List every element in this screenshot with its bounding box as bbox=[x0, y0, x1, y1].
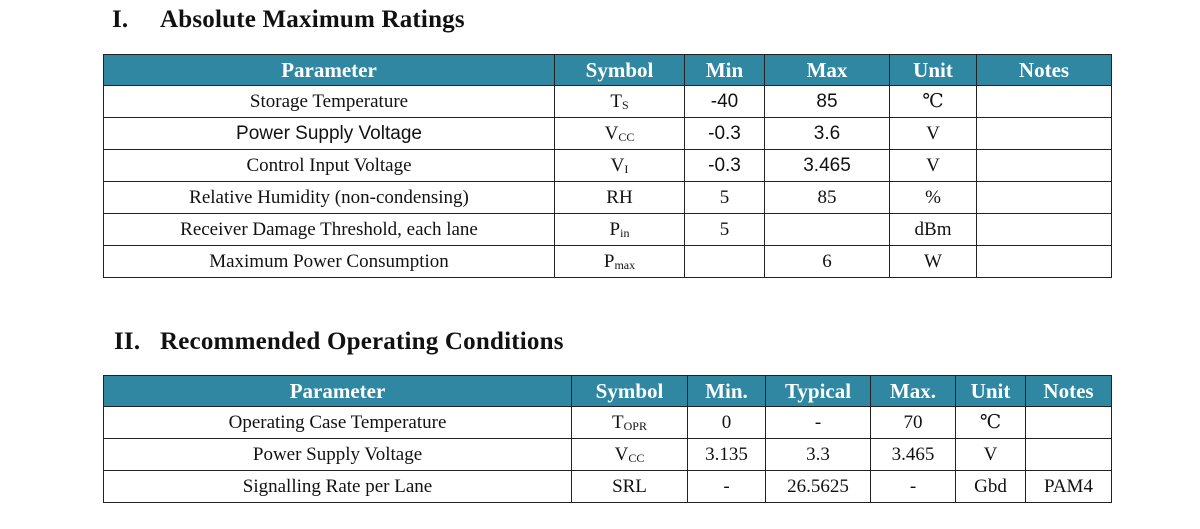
max-cell: 3.465 bbox=[871, 439, 956, 471]
header-max: Max bbox=[765, 55, 890, 86]
max-cell bbox=[765, 214, 890, 246]
parameter-cell: Storage Temperature bbox=[104, 86, 555, 118]
symbol-cell: $T_S$ bbox=[555, 86, 685, 118]
max-cell: 3.465 bbox=[765, 150, 890, 182]
min-cell: -0.3 bbox=[685, 118, 765, 150]
notes-cell bbox=[977, 118, 1112, 150]
notes-cell bbox=[977, 86, 1112, 118]
notes-cell: PAM4 bbox=[1026, 471, 1112, 503]
max-cell: 6 bbox=[765, 246, 890, 278]
symbol-cell: $P_{in}$ bbox=[555, 214, 685, 246]
header-max: Max. bbox=[871, 376, 956, 407]
header-typical: Typical bbox=[766, 376, 871, 407]
parameter-cell: Maximum Power Consumption bbox=[104, 246, 555, 278]
notes-cell bbox=[1026, 407, 1112, 439]
typical-cell: - bbox=[766, 407, 871, 439]
table-row bbox=[104, 439, 1112, 471]
table-row bbox=[104, 118, 1112, 150]
notes-cell bbox=[977, 182, 1112, 214]
notes-cell bbox=[977, 246, 1112, 278]
header-parameter: Parameter bbox=[104, 376, 572, 407]
table-row bbox=[104, 214, 1112, 246]
parameter-cell: Receiver Damage Threshold, each lane bbox=[104, 214, 555, 246]
unit-cell: Gbd bbox=[956, 471, 1026, 503]
min-cell: - bbox=[688, 471, 766, 503]
header-notes: Notes bbox=[977, 55, 1112, 86]
parameter-cell: Operating Case Temperature bbox=[104, 407, 572, 439]
recommended-operating-conditions-table bbox=[103, 375, 1112, 503]
header-unit: Unit bbox=[890, 55, 977, 86]
section-heading-absolute-max bbox=[112, 6, 465, 34]
header-symbol: Symbol bbox=[572, 376, 688, 407]
table-row bbox=[104, 86, 1112, 118]
header-min: Min. bbox=[688, 376, 766, 407]
header-symbol: Symbol bbox=[555, 55, 685, 86]
min-cell: -40 bbox=[685, 86, 765, 118]
parameter-cell: Signalling Rate per Lane bbox=[104, 471, 572, 503]
symbol-cell: $V_{CC}$ bbox=[572, 439, 688, 471]
symbol-cell: $V_I$ bbox=[555, 150, 685, 182]
symbol-cell: SRL bbox=[572, 471, 688, 503]
max-cell: 85 bbox=[765, 182, 890, 214]
min-cell: -0.3 bbox=[685, 150, 765, 182]
header-min: Min bbox=[685, 55, 765, 86]
table-row bbox=[104, 246, 1112, 278]
parameter-cell: Relative Humidity (non-condensing) bbox=[104, 182, 555, 214]
symbol-cell: $V_{CC}$ bbox=[555, 118, 685, 150]
table-row bbox=[104, 471, 1112, 503]
typical-cell: 26.5625 bbox=[766, 471, 871, 503]
unit-cell: V bbox=[890, 118, 977, 150]
section-heading-recommended-conditions bbox=[114, 328, 564, 356]
table-row bbox=[104, 150, 1112, 182]
unit-cell: dBm bbox=[890, 214, 977, 246]
min-cell: 3.135 bbox=[688, 439, 766, 471]
typical-cell: 3.3 bbox=[766, 439, 871, 471]
table-row bbox=[104, 182, 1112, 214]
symbol-cell: $T_{OPR}$ bbox=[572, 407, 688, 439]
section-number: II. bbox=[114, 328, 141, 355]
unit-cell: V bbox=[956, 439, 1026, 471]
max-cell: - bbox=[871, 471, 956, 503]
max-cell: 85 bbox=[765, 86, 890, 118]
max-cell: 3.6 bbox=[765, 118, 890, 150]
min-cell: 5 bbox=[685, 182, 765, 214]
unit-cell: ℃ bbox=[890, 86, 977, 118]
header-parameter: Parameter bbox=[104, 55, 555, 86]
notes-cell bbox=[1026, 439, 1112, 471]
header-notes: Notes bbox=[1026, 376, 1112, 407]
min-cell bbox=[685, 246, 765, 278]
unit-cell: W bbox=[890, 246, 977, 278]
min-cell: 0 bbox=[688, 407, 766, 439]
section-number: I. bbox=[112, 6, 129, 33]
header-unit: Unit bbox=[956, 376, 1026, 407]
table-row bbox=[104, 407, 1112, 439]
parameter-cell: Control Input Voltage bbox=[104, 150, 555, 182]
parameter-cell: Power Supply Voltage bbox=[104, 118, 555, 150]
unit-cell: ℃ bbox=[956, 407, 1026, 439]
notes-cell bbox=[977, 150, 1112, 182]
min-cell: 5 bbox=[685, 214, 765, 246]
unit-cell: V bbox=[890, 150, 977, 182]
table-header-row bbox=[104, 376, 1112, 407]
unit-cell: % bbox=[890, 182, 977, 214]
table-header-row bbox=[104, 55, 1112, 86]
symbol-cell: RH bbox=[555, 182, 685, 214]
section-title: Absolute Maximum Ratings bbox=[160, 6, 465, 33]
section-title: Recommended Operating Conditions bbox=[160, 328, 564, 355]
max-cell: 70 bbox=[871, 407, 956, 439]
parameter-cell: Power Supply Voltage bbox=[104, 439, 572, 471]
notes-cell bbox=[977, 214, 1112, 246]
absolute-max-ratings-table bbox=[103, 54, 1112, 278]
symbol-cell: $P_{max}$ bbox=[555, 246, 685, 278]
